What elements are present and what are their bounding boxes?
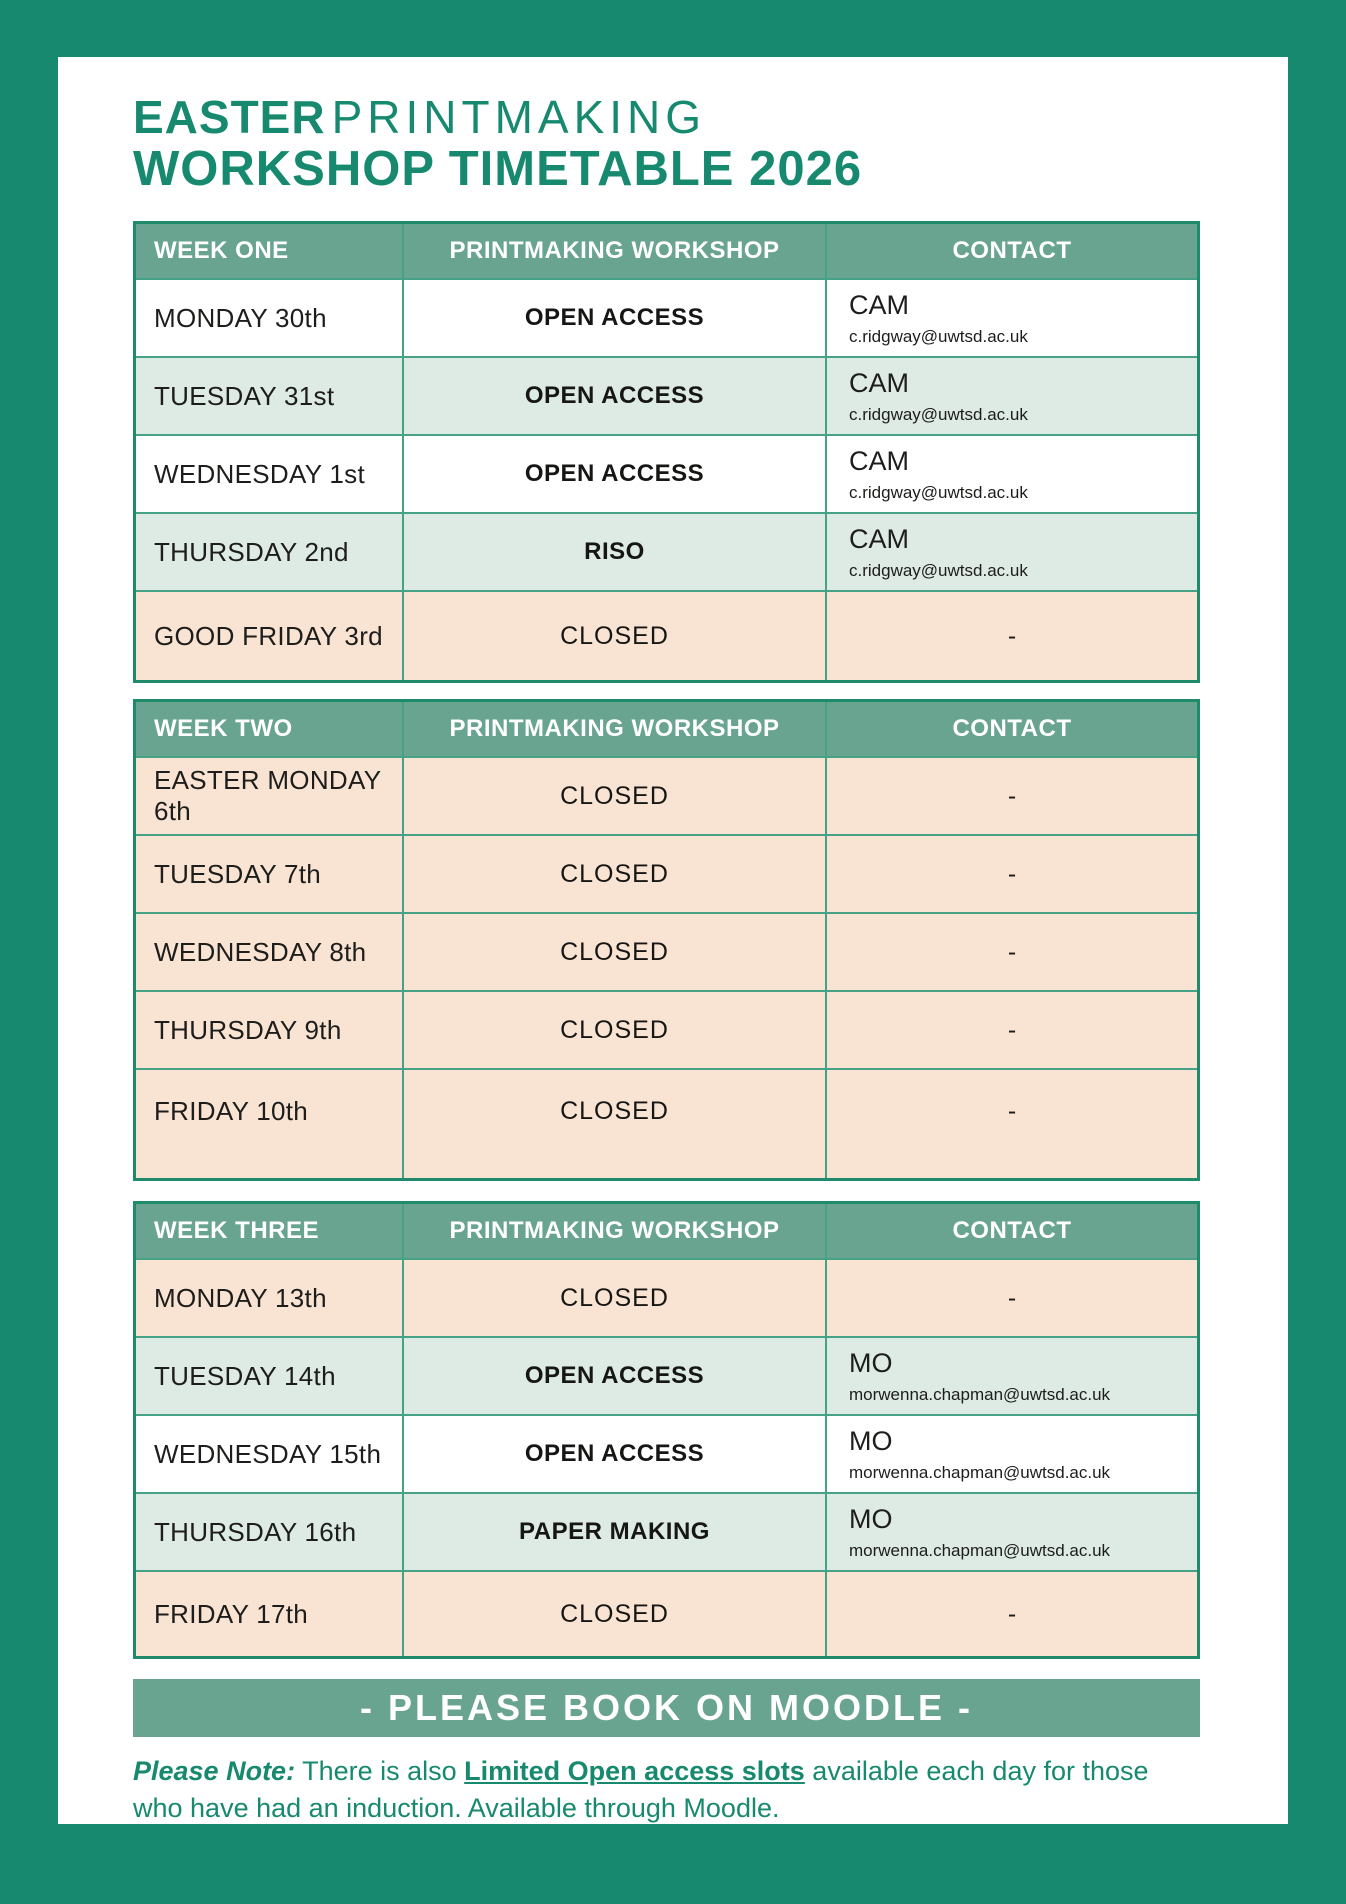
- contact-email: c.ridgway@uwtsd.ac.uk: [849, 326, 1028, 346]
- contact-email: morwenna.chapman@uwtsd.ac.uk: [849, 1462, 1111, 1482]
- table-row: [136, 1570, 1197, 1656]
- day-cell: FRIDAY 10th: [154, 1095, 309, 1126]
- note-text-2: available each day for those who have had an induction. Available through Moodle.: [133, 1756, 1149, 1824]
- contact-cell: -: [825, 914, 1197, 990]
- moodle-banner: - PLEASE BOOK ON MOODLE -: [133, 1679, 1200, 1737]
- week-label-header: WEEK ONE: [154, 237, 289, 265]
- workshop-cell: OPEN ACCESS: [402, 358, 825, 434]
- day-cell: GOOD FRIDAY 3rd: [154, 620, 383, 651]
- workshop-cell: CLOSED: [402, 914, 825, 990]
- day-cell: TUESDAY 7th: [154, 858, 322, 889]
- table-row: [136, 278, 1197, 356]
- workshop-cell: OPEN ACCESS: [402, 436, 825, 512]
- table-header-row: [136, 1204, 1197, 1258]
- day-cell: WEDNESDAY 1st: [154, 458, 365, 489]
- contact-cell: -: [825, 1260, 1197, 1336]
- workshop-cell: CLOSED: [402, 836, 825, 912]
- contact-name: MO: [849, 1347, 893, 1378]
- day-cell: FRIDAY 17th: [154, 1598, 309, 1629]
- day-cell: THURSDAY 16th: [154, 1516, 357, 1547]
- contact-email: c.ridgway@uwtsd.ac.uk: [849, 482, 1028, 502]
- contact-cell: -: [825, 836, 1197, 912]
- workshop-header: PRINTMAKING WORKSHOP: [402, 702, 825, 756]
- contact-cell: -: [825, 592, 1197, 680]
- table-row: [136, 756, 1197, 834]
- day-cell: THURSDAY 2nd: [154, 536, 349, 567]
- contact-cell: [825, 514, 1197, 590]
- table-row: [136, 834, 1197, 912]
- contact-cell: -: [825, 758, 1197, 834]
- contact-cell: -: [825, 992, 1197, 1068]
- contact-name: CAM: [849, 289, 909, 320]
- page-title-line1: [133, 93, 1200, 142]
- workshop-cell: OPEN ACCESS: [402, 1416, 825, 1492]
- table-row: [136, 434, 1197, 512]
- note-text-1: There is also: [295, 1756, 465, 1787]
- workshop-cell: PAPER MAKING: [402, 1494, 825, 1570]
- contact-header: CONTACT: [825, 1204, 1197, 1258]
- contact-cell: [825, 1338, 1197, 1414]
- contact-header: CONTACT: [825, 224, 1197, 278]
- day-cell: WEDNESDAY 15th: [154, 1438, 382, 1469]
- contact-cell: -: [825, 1572, 1197, 1656]
- contact-cell: -: [825, 1070, 1197, 1178]
- day-cell: MONDAY 13th: [154, 1282, 327, 1313]
- workshop-cell: RISO: [402, 514, 825, 590]
- contact-cell: [825, 1494, 1197, 1570]
- title-easter: EASTER: [133, 91, 326, 143]
- contact-cell: [825, 358, 1197, 434]
- workshop-cell: CLOSED: [402, 992, 825, 1068]
- contact-cell: [825, 436, 1197, 512]
- contact-name: MO: [849, 1503, 893, 1534]
- day-cell: THURSDAY 9th: [154, 1014, 342, 1045]
- table-row: [136, 590, 1197, 680]
- workshop-cell: CLOSED: [402, 758, 825, 834]
- week-label-header: WEEK THREE: [154, 1217, 320, 1245]
- contact-cell: [825, 1416, 1197, 1492]
- contact-name: CAM: [849, 445, 909, 476]
- week-three-table: [133, 1201, 1200, 1659]
- workshop-cell: CLOSED: [402, 592, 825, 680]
- table-row: [136, 356, 1197, 434]
- table-row: [136, 1336, 1197, 1414]
- contact-name: CAM: [849, 367, 909, 398]
- week-label-header: WEEK TWO: [154, 715, 293, 743]
- table-row: [136, 990, 1197, 1068]
- contact-name: MO: [849, 1425, 893, 1456]
- table-row: [136, 1258, 1197, 1336]
- note-emphasis: Limited Open access slots: [464, 1756, 805, 1787]
- contact-email: morwenna.chapman@uwtsd.ac.uk: [849, 1540, 1111, 1560]
- sheet: [58, 57, 1288, 1824]
- day-cell: TUESDAY 14th: [154, 1360, 336, 1391]
- workshop-cell: CLOSED: [402, 1070, 825, 1178]
- page-title-line2: WORKSHOP TIMETABLE 2026: [133, 141, 863, 196]
- contact-cell: [825, 280, 1197, 356]
- week-two-table: [133, 699, 1200, 1181]
- table-row: [136, 1068, 1197, 1178]
- week-one-table: [133, 221, 1200, 683]
- workshop-header: PRINTMAKING WORKSHOP: [402, 224, 825, 278]
- footer-note: [133, 1753, 1200, 1824]
- day-cell: MONDAY 30th: [154, 302, 327, 333]
- workshop-cell: CLOSED: [402, 1572, 825, 1656]
- day-cell: TUESDAY 31st: [154, 380, 335, 411]
- note-prefix: Please Note:: [133, 1756, 296, 1787]
- workshop-cell: CLOSED: [402, 1260, 825, 1336]
- day-cell: WEDNESDAY 8th: [154, 936, 367, 967]
- workshop-cell: OPEN ACCESS: [402, 280, 825, 356]
- table-row: [136, 1492, 1197, 1570]
- contact-name: CAM: [849, 523, 909, 554]
- table-row: [136, 1414, 1197, 1492]
- day-cell: EASTER MONDAY 6th: [154, 765, 381, 827]
- table-row: [136, 912, 1197, 990]
- table-row: [136, 512, 1197, 590]
- contact-email: c.ridgway@uwtsd.ac.uk: [849, 560, 1028, 580]
- workshop-header: PRINTMAKING WORKSHOP: [402, 1204, 825, 1258]
- contact-header: CONTACT: [825, 702, 1197, 756]
- contact-email: morwenna.chapman@uwtsd.ac.uk: [849, 1384, 1111, 1404]
- workshop-cell: OPEN ACCESS: [402, 1338, 825, 1414]
- title-printmaking: PRINTMAKING: [331, 91, 707, 143]
- contact-email: c.ridgway@uwtsd.ac.uk: [849, 404, 1028, 424]
- table-header-row: [136, 224, 1197, 278]
- table-header-row: [136, 702, 1197, 756]
